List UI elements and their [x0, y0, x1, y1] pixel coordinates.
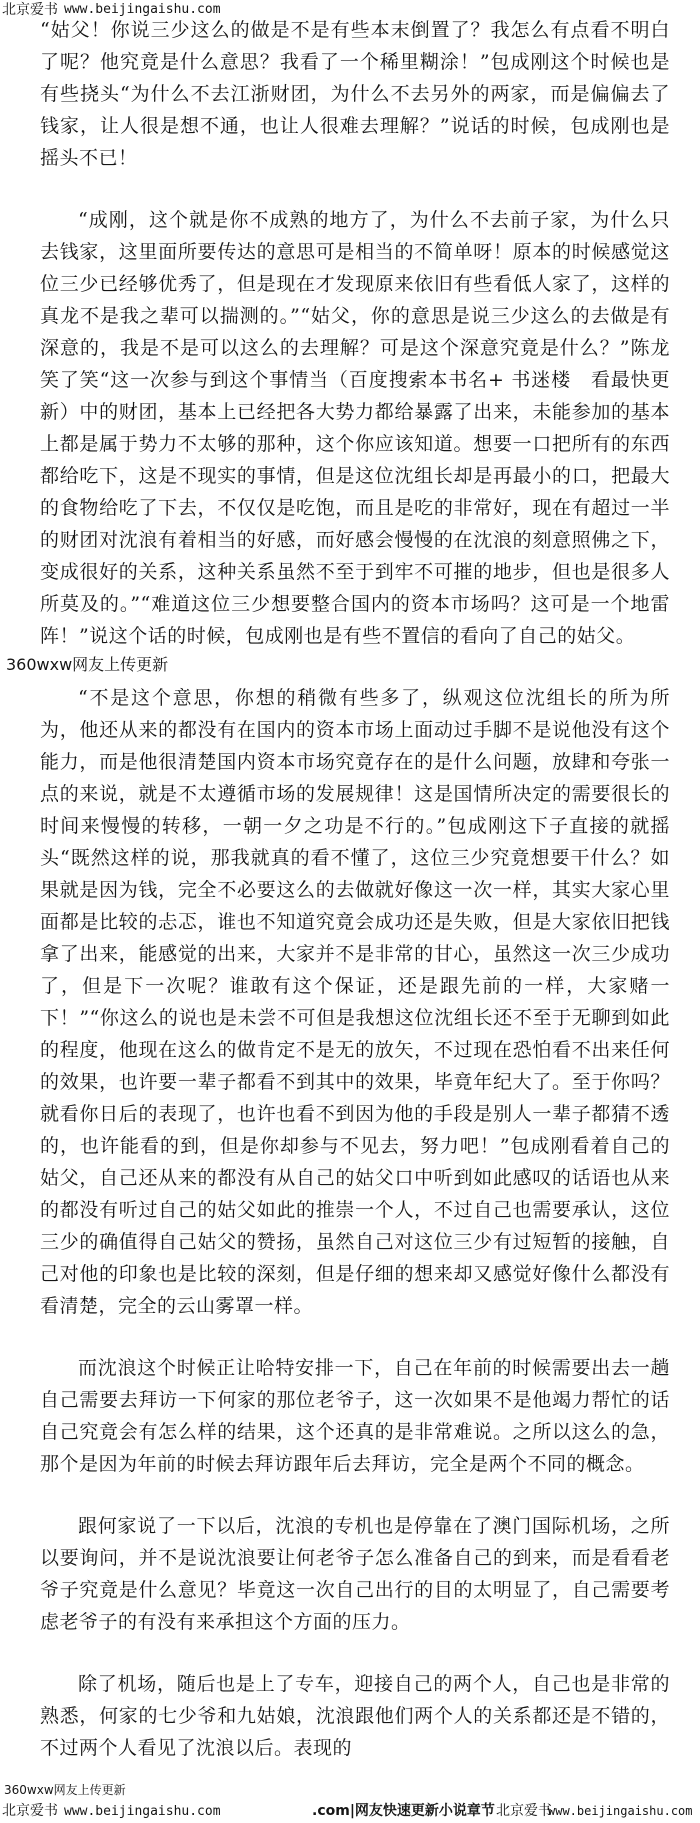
- bottom-watermark-bar: [0, 1800, 700, 1823]
- paragraph: 除了机场，随后也是上了专车，迎接自己的两个人，自己也是非常的熟悉，何家的七少爷和九姑娘，沈浪跟他们两个人的关系都还是不错的，不过两个人看见了沈浪以后。表现的: [40, 1673, 670, 1759]
- site-name: 北京爱书: [2, 1803, 58, 1819]
- upload-note: 360wxw网友上传更新: [6, 655, 169, 674]
- update-banner-text: .com|网友快速更新小说章节: [312, 1803, 495, 1819]
- page-content: [0, 14, 700, 1764]
- paragraph: 而沈浪这个时候正让哈特安排一下，自己在年前的时候需要出去一趟自己需要去拜访一下何家的那位老爷子，这一次如果不是他竭力帮忙的话自己究竟会有怎么样的结果，这个还真的是非常难说。之所以这么的急，那个是因为年前的时候去拜访跟年后去拜访，完全是两个不同的概念。: [40, 1357, 670, 1475]
- site-url: www.beijingaishu.com: [548, 1804, 693, 1818]
- paragraph: “成刚，这个就是你不成熟的地方了，为什么不去前子家，为什么只去钱家，这里面所要传达的意思可是相当的不简单呀！原本的时候感觉这位三少已经够优秀了，但是现在才发现原来依旧有些看低人家了，这样的真龙不是我之辈可以揣测的。”“姑父，你的意思是说三少这么的去做是有深意的，我是不是可以这么的去理解？可是这个深意究竟是什么？”陈龙笑了笑“这一次参与到这个事情当（百度搜索本书名+ 书迷楼 看最快更新）中的财团，基本上已经把各大势力都给暴露了出来，未能参加的基本上都是属于势力不太够的那种，这个你应该知道。想要一口把所有的东西都给吃下，这是不现实的事情，但是这位沈组长却是再最小的口，把最大的食物给吃了下去，不仅仅是吃饱，而且是吃的非常好，现在有超过一半的财团对沈浪有着相当的好感，而好感会慢慢的在沈浪的刻意照佛之下，变成很好的关系，这种关系虽然不至于到牢不可摧的地步，但也是很多人所莫及的。”“难道这位三少想要整合国内的资本市场吗？这可是一个地雷阵！”说这个话的时候，包成刚也是有些不置信的看向了自己的姑父。: [40, 209, 670, 647]
- paragraph: 跟何家说了一下以后，沈浪的专机也是停靠在了澳门国际机场，之所以要询问，并不是说沈浪要让何老爷子怎么准备自己的到来，而是看看老爷子究竟是什么意见？毕竟这一次自己出行的目的太明显了，自己需要考虑老爷子的有没有来承担这个方面的压力。: [40, 1515, 670, 1633]
- site-name: 北京爱书: [496, 1803, 552, 1819]
- site-name: 北京爱书: [2, 2, 58, 18]
- site-url: www.beijingaishu.com: [64, 2, 221, 17]
- site-url: www.beijingaishu.com: [64, 1804, 221, 1819]
- footer-upload-note: 360wxw网友上传更新: [4, 1783, 126, 1797]
- paragraph-continued: “姑父！你说三少这么的做是不是有些本末倒置了？我怎么有点看不明白了呢？他究竟是什么意思？我看了一个稀里糊涂！”包成刚这个时候也是有些挠头“为什么不去江浙财团，为什么不去另外的两家，而是偏偏去了钱家，让人很是想不通，也让人很难去理解？”说话的时候，包成刚也是摇头不已！: [40, 19, 670, 169]
- paragraph: “不是这个意思，你想的稍微有些多了，纵观这位沈组长的所为所为，他还从来的都没有在国内的资本市场上面动过手脚不是说他没有这个能力，而是他很清楚国内资本市场究竟存在的是什么问题，放肆和夸张一点的来说，就是不太遵循市场的发展规律！这是国情所决定的需要很长的时间来慢慢的转移，一朝一夕之功是不行的。”包成刚这下子直接的就摇头“既然这样的说，那我就真的看不懂了，这位三少究竟想要干什么？如果就是因为钱，完全不必要这么的去做就好像这一次一样，其实大家心里面都是比较的忐忑，谁也不知道究竟会成功还是失败，但是大家依旧把钱拿了出来，能感觉的出来，大家并不是非常的甘心，虽然这一次三少成功了，但是下一次呢？谁敢有这个保证，还是跟先前的一样，大家赌一下！”“你这么的说也是未尝不可但是我想这位沈组长还不至于无聊到如此的程度，他现在这么的做肯定不是无的放矢，不过现在恐怕看不出来任何的效果，也许要一辈子都看不到其中的效果，毕竟年纪大了。至于你吗？就看你日后的表现了，也许也看不到因为他的手段是别人一辈子都猜不透的，也许能看的到，但是你却参与不见去，努力吧！”包成刚看着自己的姑父，自己还从来的都没有从自己的姑父口中听到如此感叹的话语也从来的都没有听过自己的姑父如此的推崇一个人，不过自己也需要承认，这位三少的确值得自己姑父的赞扬，虽然自己对这位三少有过短暂的接触，自己对他的印象也是比较的深刻，但是仔细的想来却又感觉好像什么都没有看清楚，完全的云山雾罩一样。: [40, 687, 670, 1317]
